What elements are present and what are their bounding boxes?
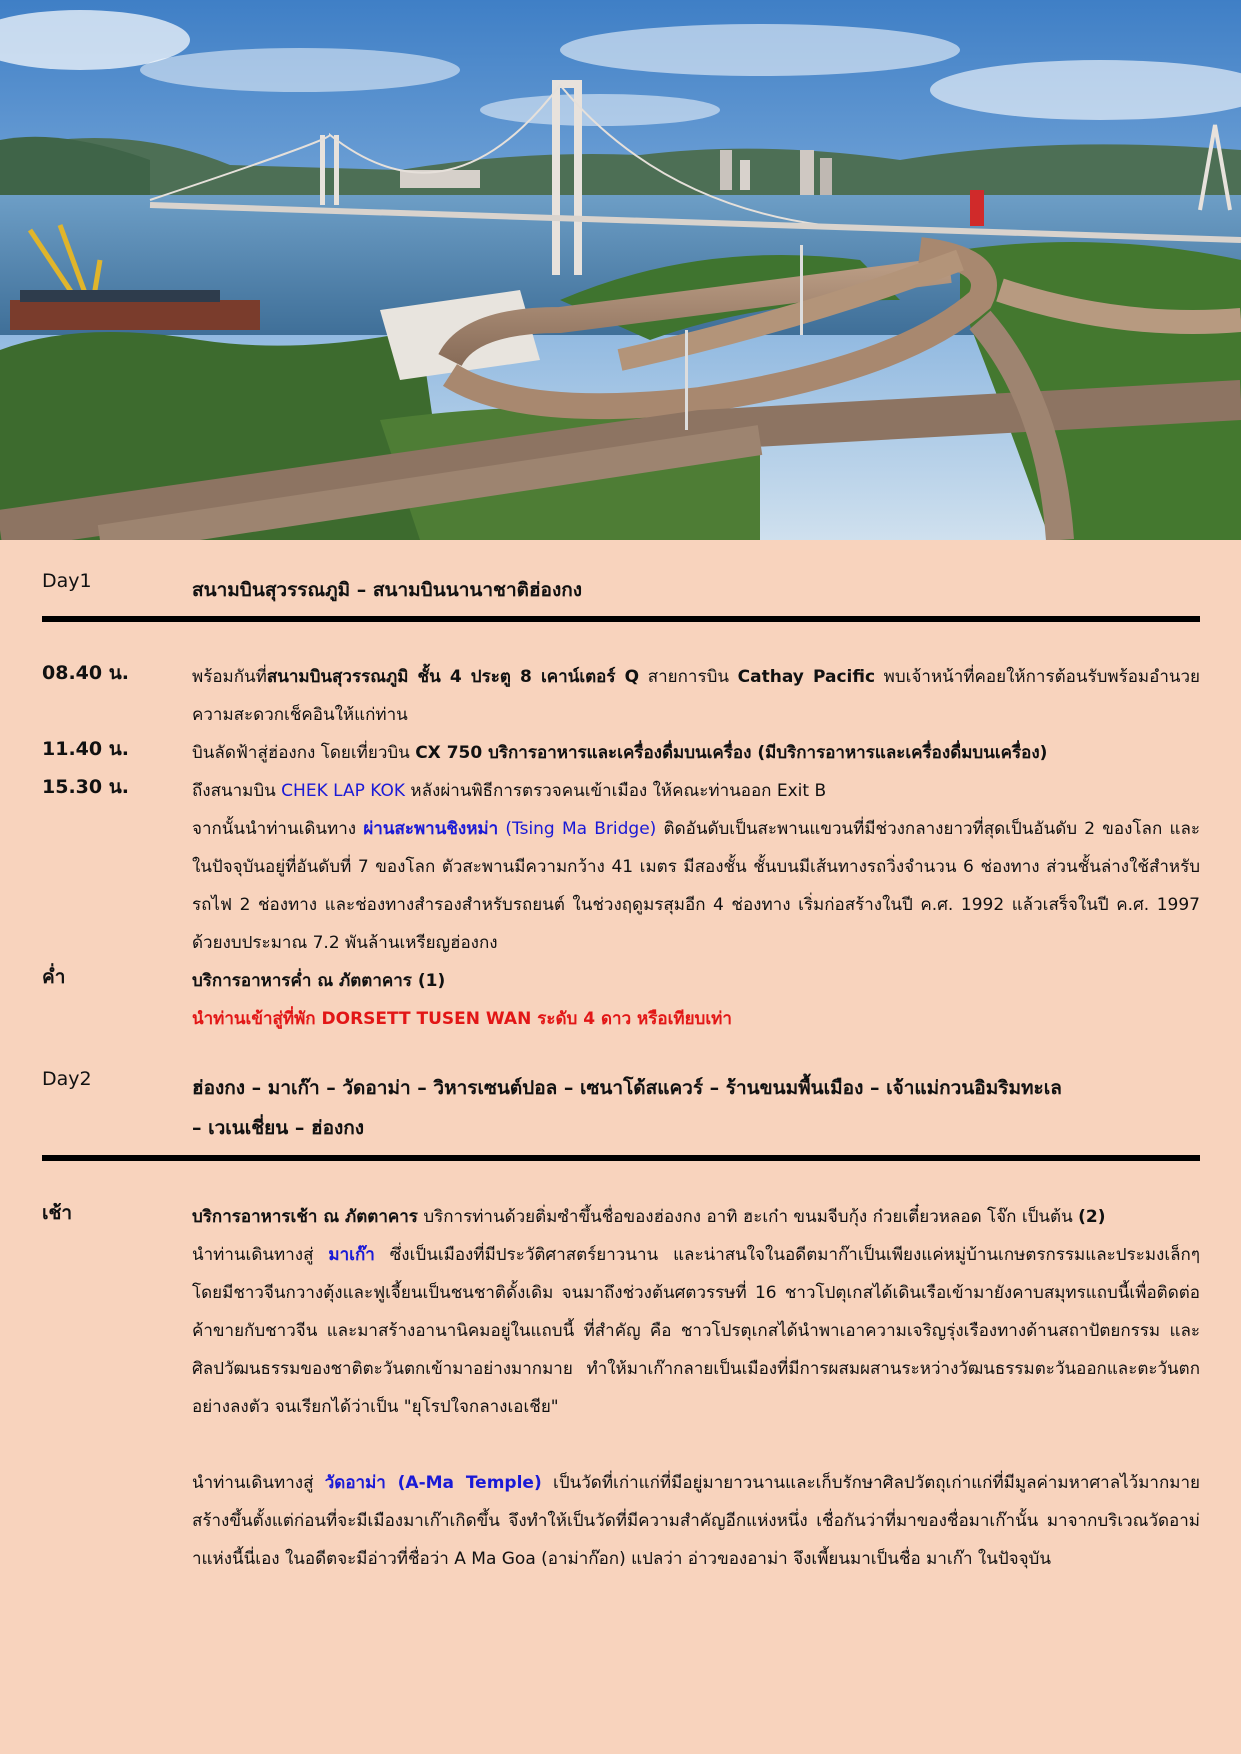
day1-entry-0840 [42,658,1200,734]
entry-text: พร้อมกันที่สนามบินสุวรรณภูมิ ชั้น 4 ประตู 8 เคาน์เตอร์ Q สายการบิน Cathay Pacific พบเจ้าหน้าที่คอยให้การต้อนรับพร้อมอำนวยความสะดวกเช็คอินให้แก่ท่าน [192,667,1201,725]
hotel-note: นำท่านเข้าสู่ที่พัก DORSETT TUSEN WAN ระดับ 4 ดาว หรือเทียบเท่า [192,1009,732,1029]
day1-entry-1140 [42,734,1200,772]
entry-time: ค่ำ [42,966,66,988]
day1-entry-dinner [42,962,1200,1038]
entry-text: บินลัดฟ้าสู่ฮ่องกง โดยเที่ยวบิน CX 750 บริการอาหารและเครื่องดื่มบนเครื่อง (มีบริการอาหารและเครื่องดื่มบนเครื่อง) [192,743,1048,763]
day1-title: สนามบินสุวรรณภูมิ – สนามบินนานาชาติฮ่องกง [192,579,583,601]
entry-text: ถึงสนามบิน CHEK LAP KOK หลังผ่านพิธีการตรวจคนเข้าเมือง ให้คณะท่านออก Exit B จากนั้นนำท่านเดินทาง ผ่านสะพานชิงหม่า (Tsing Ma Bridge) ติดอันดับเป็นสะพานแขวนที่มีช่วงกลางยาวที่สุดเป็นอันดับ 2 ของโลก และในปัจจุบันอยู่ที่อันดับที่ 7 ของโลก ตัวสะพานมีความกว้าง 41 เมตร มีสองชั้น ชั้นบนมีเส้นทางรถวิ่งจำนวน 6 ช่องทาง ส่วนชั้นล่างใช้สำหรับรถไฟ 2 ช่องทาง และช่องทางสำรองสำหรับรถยนต์ ในช่วงฤดูมรสุมอีก 4 ช่องทาง เริ่มก่อสร้างในปี ค.ศ. 1992 แล้วเสร็จในปี ค.ศ. 1997 ด้วยงบประมาณ 7.2 พันล้านเหรียญฮ่องกง [192,781,1200,953]
hero-photo-tsing-ma-bridge [0,0,1241,540]
entry-text: บริการอาหารเช้า ณ ภัตตาคาร บริการท่านด้วยติ่มซำขึ้นชื่อของฮ่องกง อาทิ ฮะเก๋า ขนมจีบกุ้ง ก๋วยเตี๋ยวหลอด โจ๊ก เป็นต้น (2) นำท่านเดินทางสู่ มาเก๊า ซึ่งเป็นเมืองที่มีประวัติศาสตร์ยาวนาน และน่าสนใจในอดีตมาก๊าเป็นเพียงแค่หมู่บ้านเกษตรกรรมและประมงเล็กๆ โดยมีชาวจีนกวางตุ้งและฟูเจี้ยนเป็นชนชาติดั้งเดิม จนมาถึงช่วงต้นศตวรรษที่ 16 ชาวโปตุเกสได้เดินเรือเข้ามายังคาบสมุทรแถบนี้เพื่อติดต่อค้าขายกับชาวจีน และมาสร้างอานานิคมอยู่ในแถบนี้ ที่สำคัญ คือ ชาวโปรตุเกสได้นำพาเอาความเจริญรุ่งเรืองทางด้านสถาปัตยกรรม และศิลปวัฒนธรรมของชาติตะวันตกเข้ามาอย่างมากมาย ทำให้มาเก๊ากลายเป็นเมืองที่มีการผสมผสานระหว่างวัฒนธรรมตะวันออกและตะวันตกอย่างลงตัว จนเรียกได้ว่าเป็น "ยุโรปใจกลางเอเชีย" นำท่านเดินทางสู่ วัดอาม่า (A-Ma Temple) เป็นวัดที่เก่าแก่ที่มีอยู่มายาวนานและเก็บรักษาศิลปวัตถุเก่าแก่ที่มีมูลค่ามหาศาลไว้มากมาย สร้างขึ้นตั้งแต่ก่อนที่จะมีเมืองมาเก๊าเกิดขึ้น จึงทำให้เป็นวัดที่มีความสำคัญอีกแห่งหนึ่ง เชื่อกันว่าที่มาของชื่อมาเก๊านั้น มาจากบริเวณวัดอาม่าแห่งนี้นี่เอง ในอดีตจะมีอ่าวที่ชื่อว่า A Ma Goa (อาม่าก๊อก) แปลว่า อ่าวของอาม่า จึงเพี้ยนมาเป็นชื่อ มาเก๊า ในปัจจุบัน [192,1207,1200,1569]
day2-label: Day2 [42,1068,92,1090]
day1-entry-1530 [42,772,1200,962]
entry-time: 08.40 น. [42,662,129,684]
day2-heading [42,1068,1200,1148]
day1-heading [42,570,1200,610]
entry-time: 11.40 น. [42,738,129,760]
entry-time: เช้า [42,1202,73,1224]
entry-time: 15.30 น. [42,776,129,798]
day2-entry-morning [42,1198,1200,1578]
day1-label: Day1 [42,570,92,592]
day1-divider [42,616,1200,622]
day2-title: ฮ่องกง – มาเก๊า – วัดอาม่า – วิหารเซนต์ปอล – เซนาโด้สแควร์ – ร้านขนมพื้นเมือง – เจ้าแม่กวนอิมริมทะเล – เวเนเชี่ยน – ฮ่องกง [192,1077,1062,1139]
day2-divider [42,1155,1200,1161]
entry-text: บริการอาหารค่ำ ณ ภัตตาคาร (1) นำท่านเข้าสู่ที่พัก DORSETT TUSEN WAN ระดับ 4 ดาว หรือเทียบเท่า [192,962,1200,1038]
